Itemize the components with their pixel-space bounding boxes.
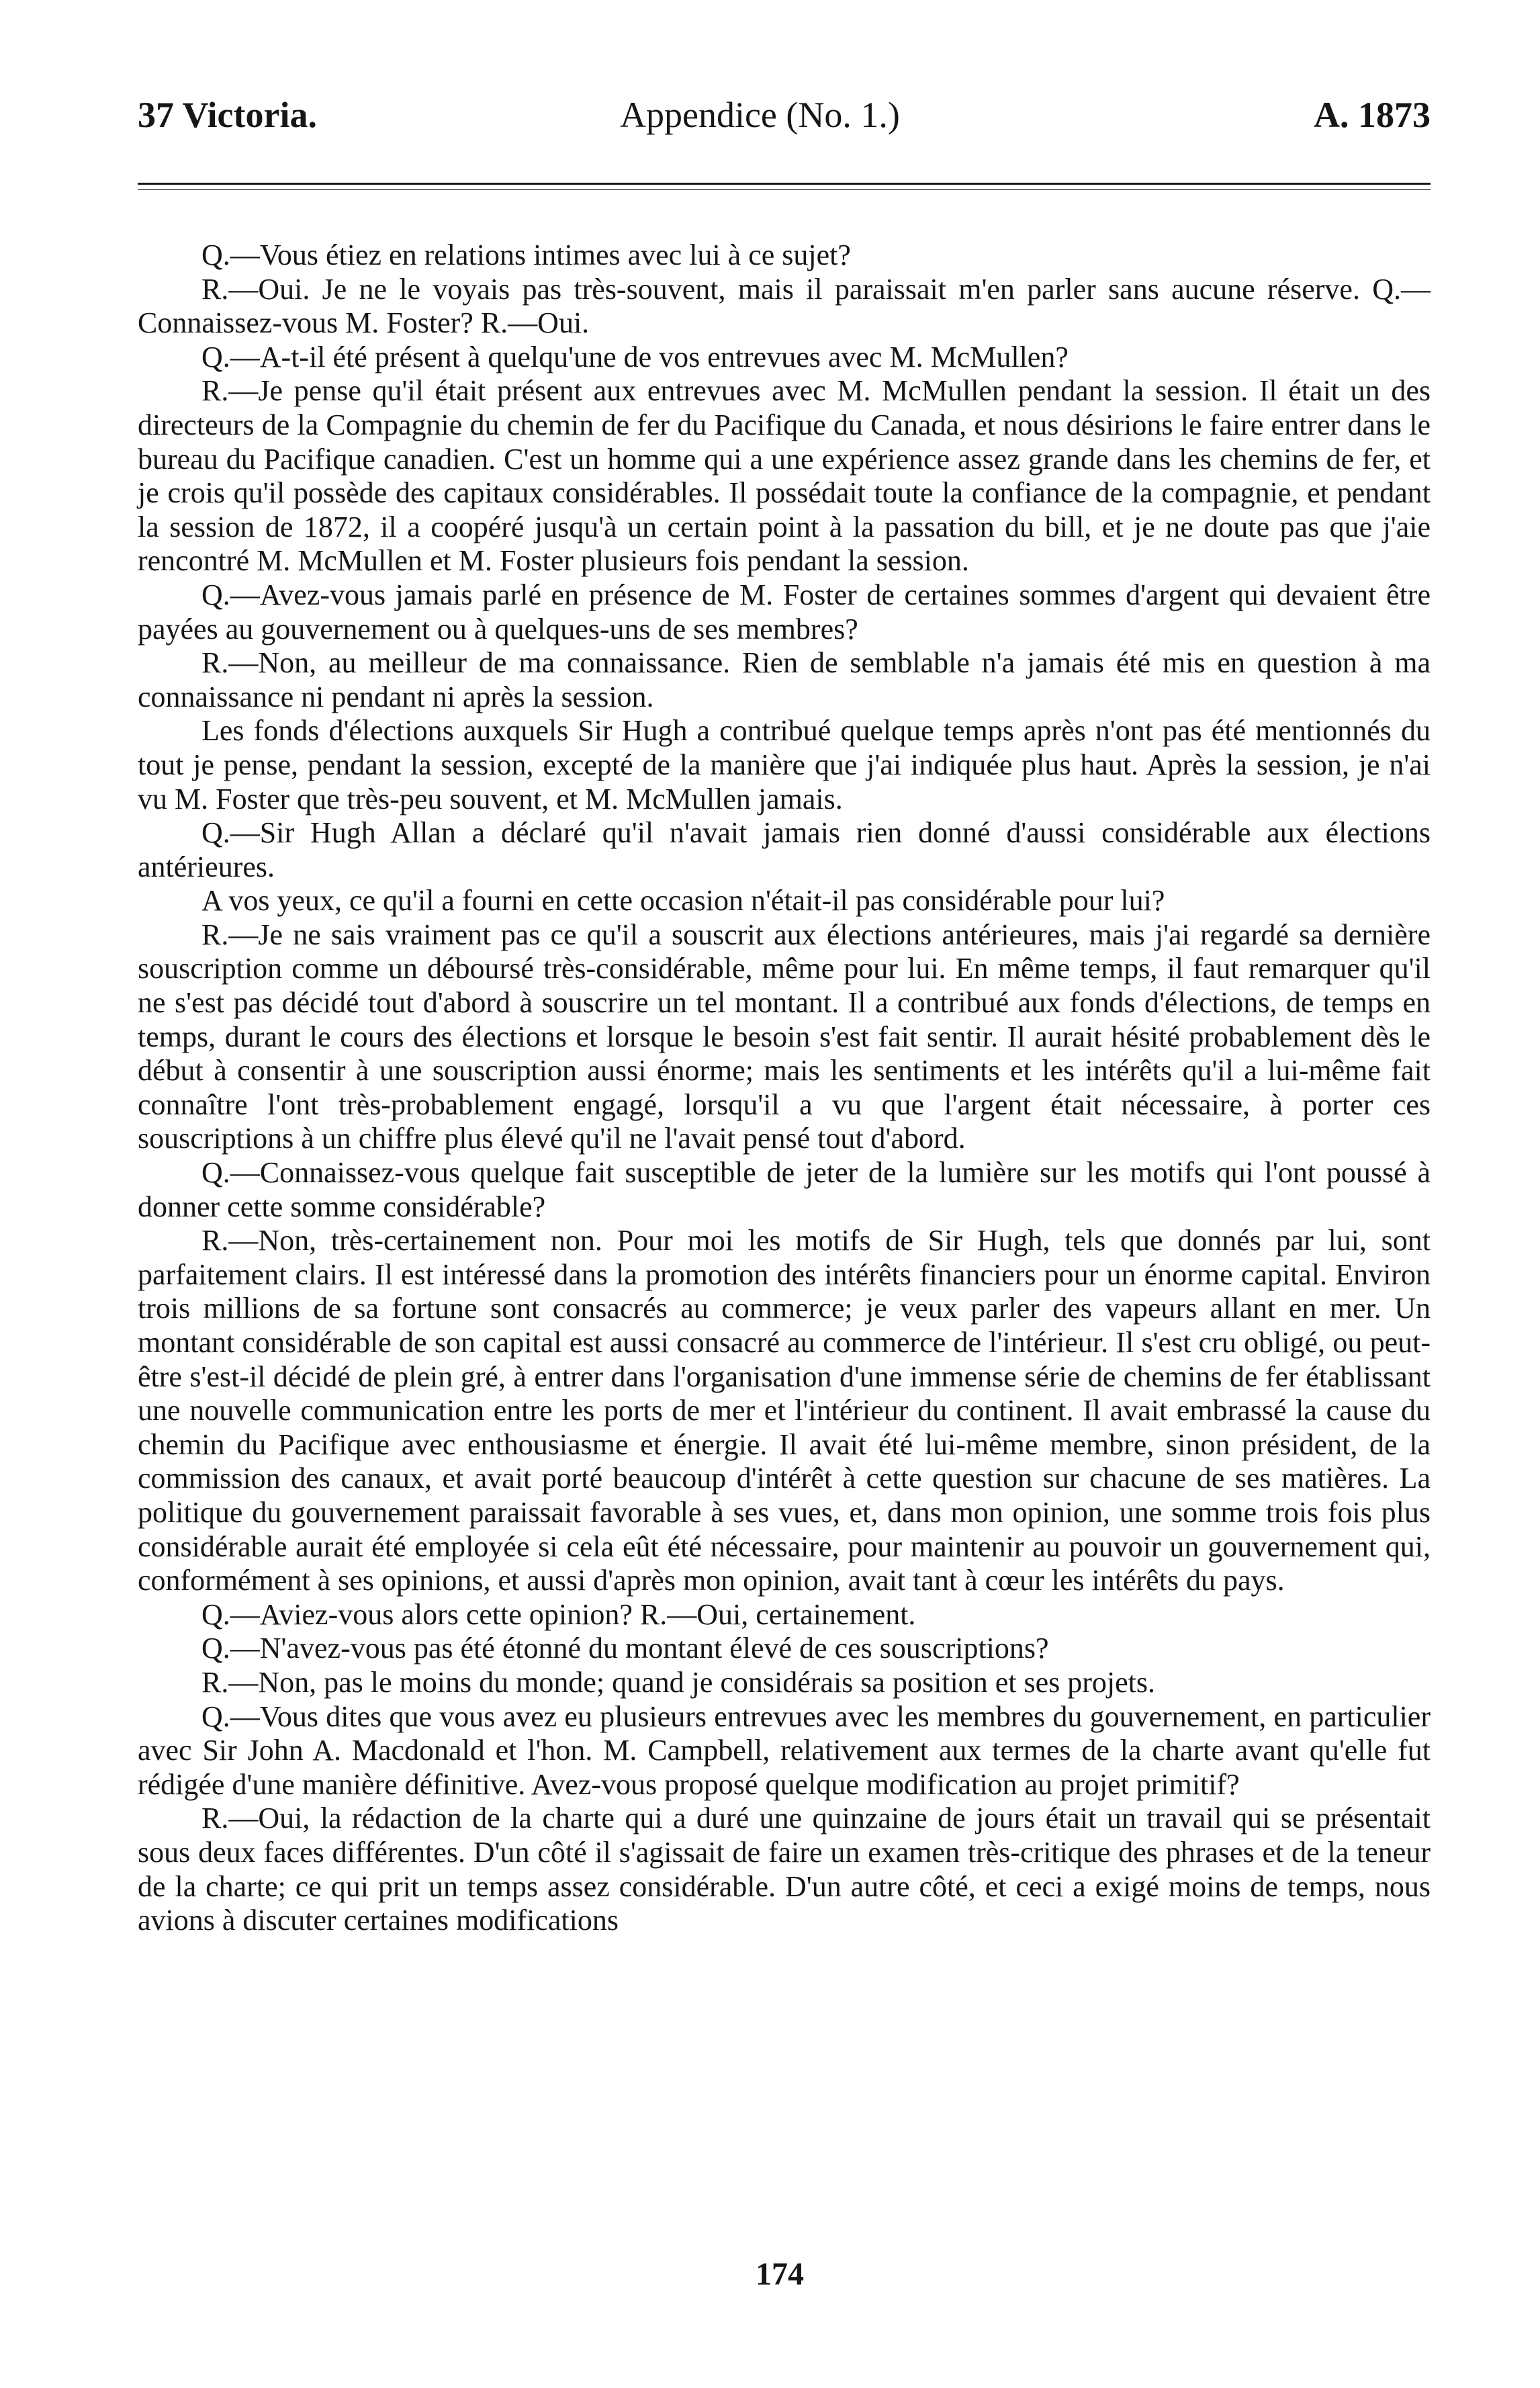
paragraph: Q.—Avez-vous jamais parlé en présence de M. Foster de certaines sommes d'argent qui devaient être payées au gouvernement ou à quelques-uns de ses membres?: [138, 578, 1431, 646]
paragraph: Q.—Connaissez-vous quelque fait susceptible de jeter de la lumière sur les motifs qui l'ont poussé à donner cette somme considérable?: [138, 1156, 1431, 1223]
paragraph: Les fonds d'élections auxquels Sir Hugh a contribué quelque temps après n'ont pas été mentionnés du tout je pense, pendant la session, excepté de la manière que j'ai indiquée plus haut. Après la session, je n'ai vu M. Foster que très-peu souvent, et M. McMullen jamais.: [138, 714, 1431, 815]
page-number: 174: [756, 2256, 804, 2292]
header-session: 37 Victoria.: [138, 95, 317, 135]
header-rule-thick: [138, 183, 1431, 185]
paragraph: Q.—Vous dites que vous avez eu plusieurs entrevues avec les membres du gouvernement, en particulier avec Sir John A. Macdonald et l'hon. M. Campbell, relativement aux termes de la charte avant qu'elle fut rédigée d'une manière définitive. Avez-vous proposé quelque modification au projet primitif?: [138, 1699, 1431, 1801]
paragraph: R.—Non, pas le moins du monde; quand je considérais sa position et ses projets.: [201, 1665, 1156, 1699]
paragraph: Q.—N'avez-vous pas été étonné du montant élevé de ces souscriptions?: [201, 1632, 1049, 1665]
paragraph: R.—Non, au meilleur de ma connaissance. Rien de semblable n'a jamais été mis en question à ma connaissance ni pendant ni après la session.: [138, 646, 1431, 713]
body-text: [138, 238, 1431, 1938]
paragraph: Q.—Sir Hugh Allan a déclaré qu'il n'avait jamais rien donné d'aussi considérable aux élections antérieures.: [138, 816, 1431, 883]
header-title: Appendice (No. 1.): [620, 95, 900, 135]
paragraph: A vos yeux, ce qu'il a fourni en cette occasion n'était-il pas considérable pour lui?: [201, 884, 1165, 918]
paragraph: Q.—Vous étiez en relations intimes avec lui à ce sujet?: [201, 238, 851, 271]
header-rule-thin: [138, 189, 1431, 190]
header-year: A. 1873: [1314, 95, 1431, 135]
paragraph: R.—Non, très-certainement non. Pour moi les motifs de Sir Hugh, tels que donnés par lui, sont parfaitement clairs. Il est intéressé dans la promotion des intérêts financiers pour un énorme capital. Environ trois millions de sa fortune sont consacrés au commerce; je veux parler des vapeurs allant en mer. Un montant considérable de son capital est aussi consacré au commerce de l'intérieur. Il s'est cru obligé, ou peut-être s'est-il décidé de plein gré, à entrer dans l'organisation d'une immense série de chemins de fer établissant une nouvelle communication entre les ports de mer et l'intérieur du continent. Il avait embrassé la cause du chemin du Pacifique avec enthousiasme et énergie. Il avait été lui-même membre, sinon président, de la commission des canaux, et avait porté beaucoup d'intérêt à cette question sur chacune de ses matières. La politique du gouvernement paraissait favorable à ses vues, et, dans mon opinion, une somme trois fois plus considérable aurait été employée si cela eût été nécessaire, pour maintenir au pouvoir un gouvernement qui, conformément à ses opinions, et aussi d'après mon opinion, avait tant à cœur les intérêts du pays.: [138, 1224, 1431, 1597]
paragraph: Q.—Aviez-vous alors cette opinion? R.—Oui, certainement.: [201, 1597, 916, 1631]
paragraph: R.—Je ne sais vraiment pas ce qu'il a souscrit aux élections antérieures, mais j'ai regardé sa dernière souscription comme un déboursé très-considérable, même pour lui. En même temps, il faut remarquer qu'il ne s'est pas décidé tout d'abord à souscrire un tel montant. Il a contribué aux fonds d'élections, de temps en temps, durant le cours des élections et lorsque le besoin s'est fait sentir. Il aurait hésité probablement dès le début à consentir à une souscription aussi énorme; mais les sentiments et les intérêts qu'il a lui-même fait connaître l'ont très-probablement engagé, lorsqu'il a vu que l'argent était nécessaire, à porter ces souscriptions à un chiffre plus élevé qu'il ne l'avait pensé tout d'abord.: [138, 918, 1431, 1155]
paragraph: R.—Oui, la rédaction de la charte qui a duré une quinzaine de jours était un travail qui se présentait sous deux faces différentes. D'un côté il s'agissait de faire un examen très-critique des phrases et de la teneur de la charte; ce qui prit un temps assez considérable. D'un autre côté, et ceci a exigé moins de temps, nous avions à discuter certaines modifications: [138, 1802, 1431, 1937]
paragraph: R.—Oui. Je ne le voyais pas très-souvent, mais il paraissait m'en parler sans aucune réserve. Q.—Connaissez-vous M. Foster? R.—Oui.: [138, 272, 1431, 340]
paragraph: Q.—A-t-il été présent à quelqu'une de vos entrevues avec M. McMullen?: [201, 340, 1069, 373]
paragraph: R.—Je pense qu'il était présent aux entrevues avec M. McMullen pendant la session. Il était un des directeurs de la Compagnie du chemin de fer du Pacifique du Canada, et nous désirions le faire entrer dans le bureau du Pacifique canadien. C'est un homme qui a une expérience assez grande dans les chemins de fer, et je crois qu'il possède des capitaux considérables. Il possédait toute la confiance de la compagnie, et pendant la session de 1872, il a coopéré jusqu'à un certain point à la passation du bill, et je ne doute pas que j'aie rencontré M. McMullen et M. Foster plusieurs fois pendant la session.: [138, 374, 1431, 578]
running-header: [138, 94, 1431, 148]
